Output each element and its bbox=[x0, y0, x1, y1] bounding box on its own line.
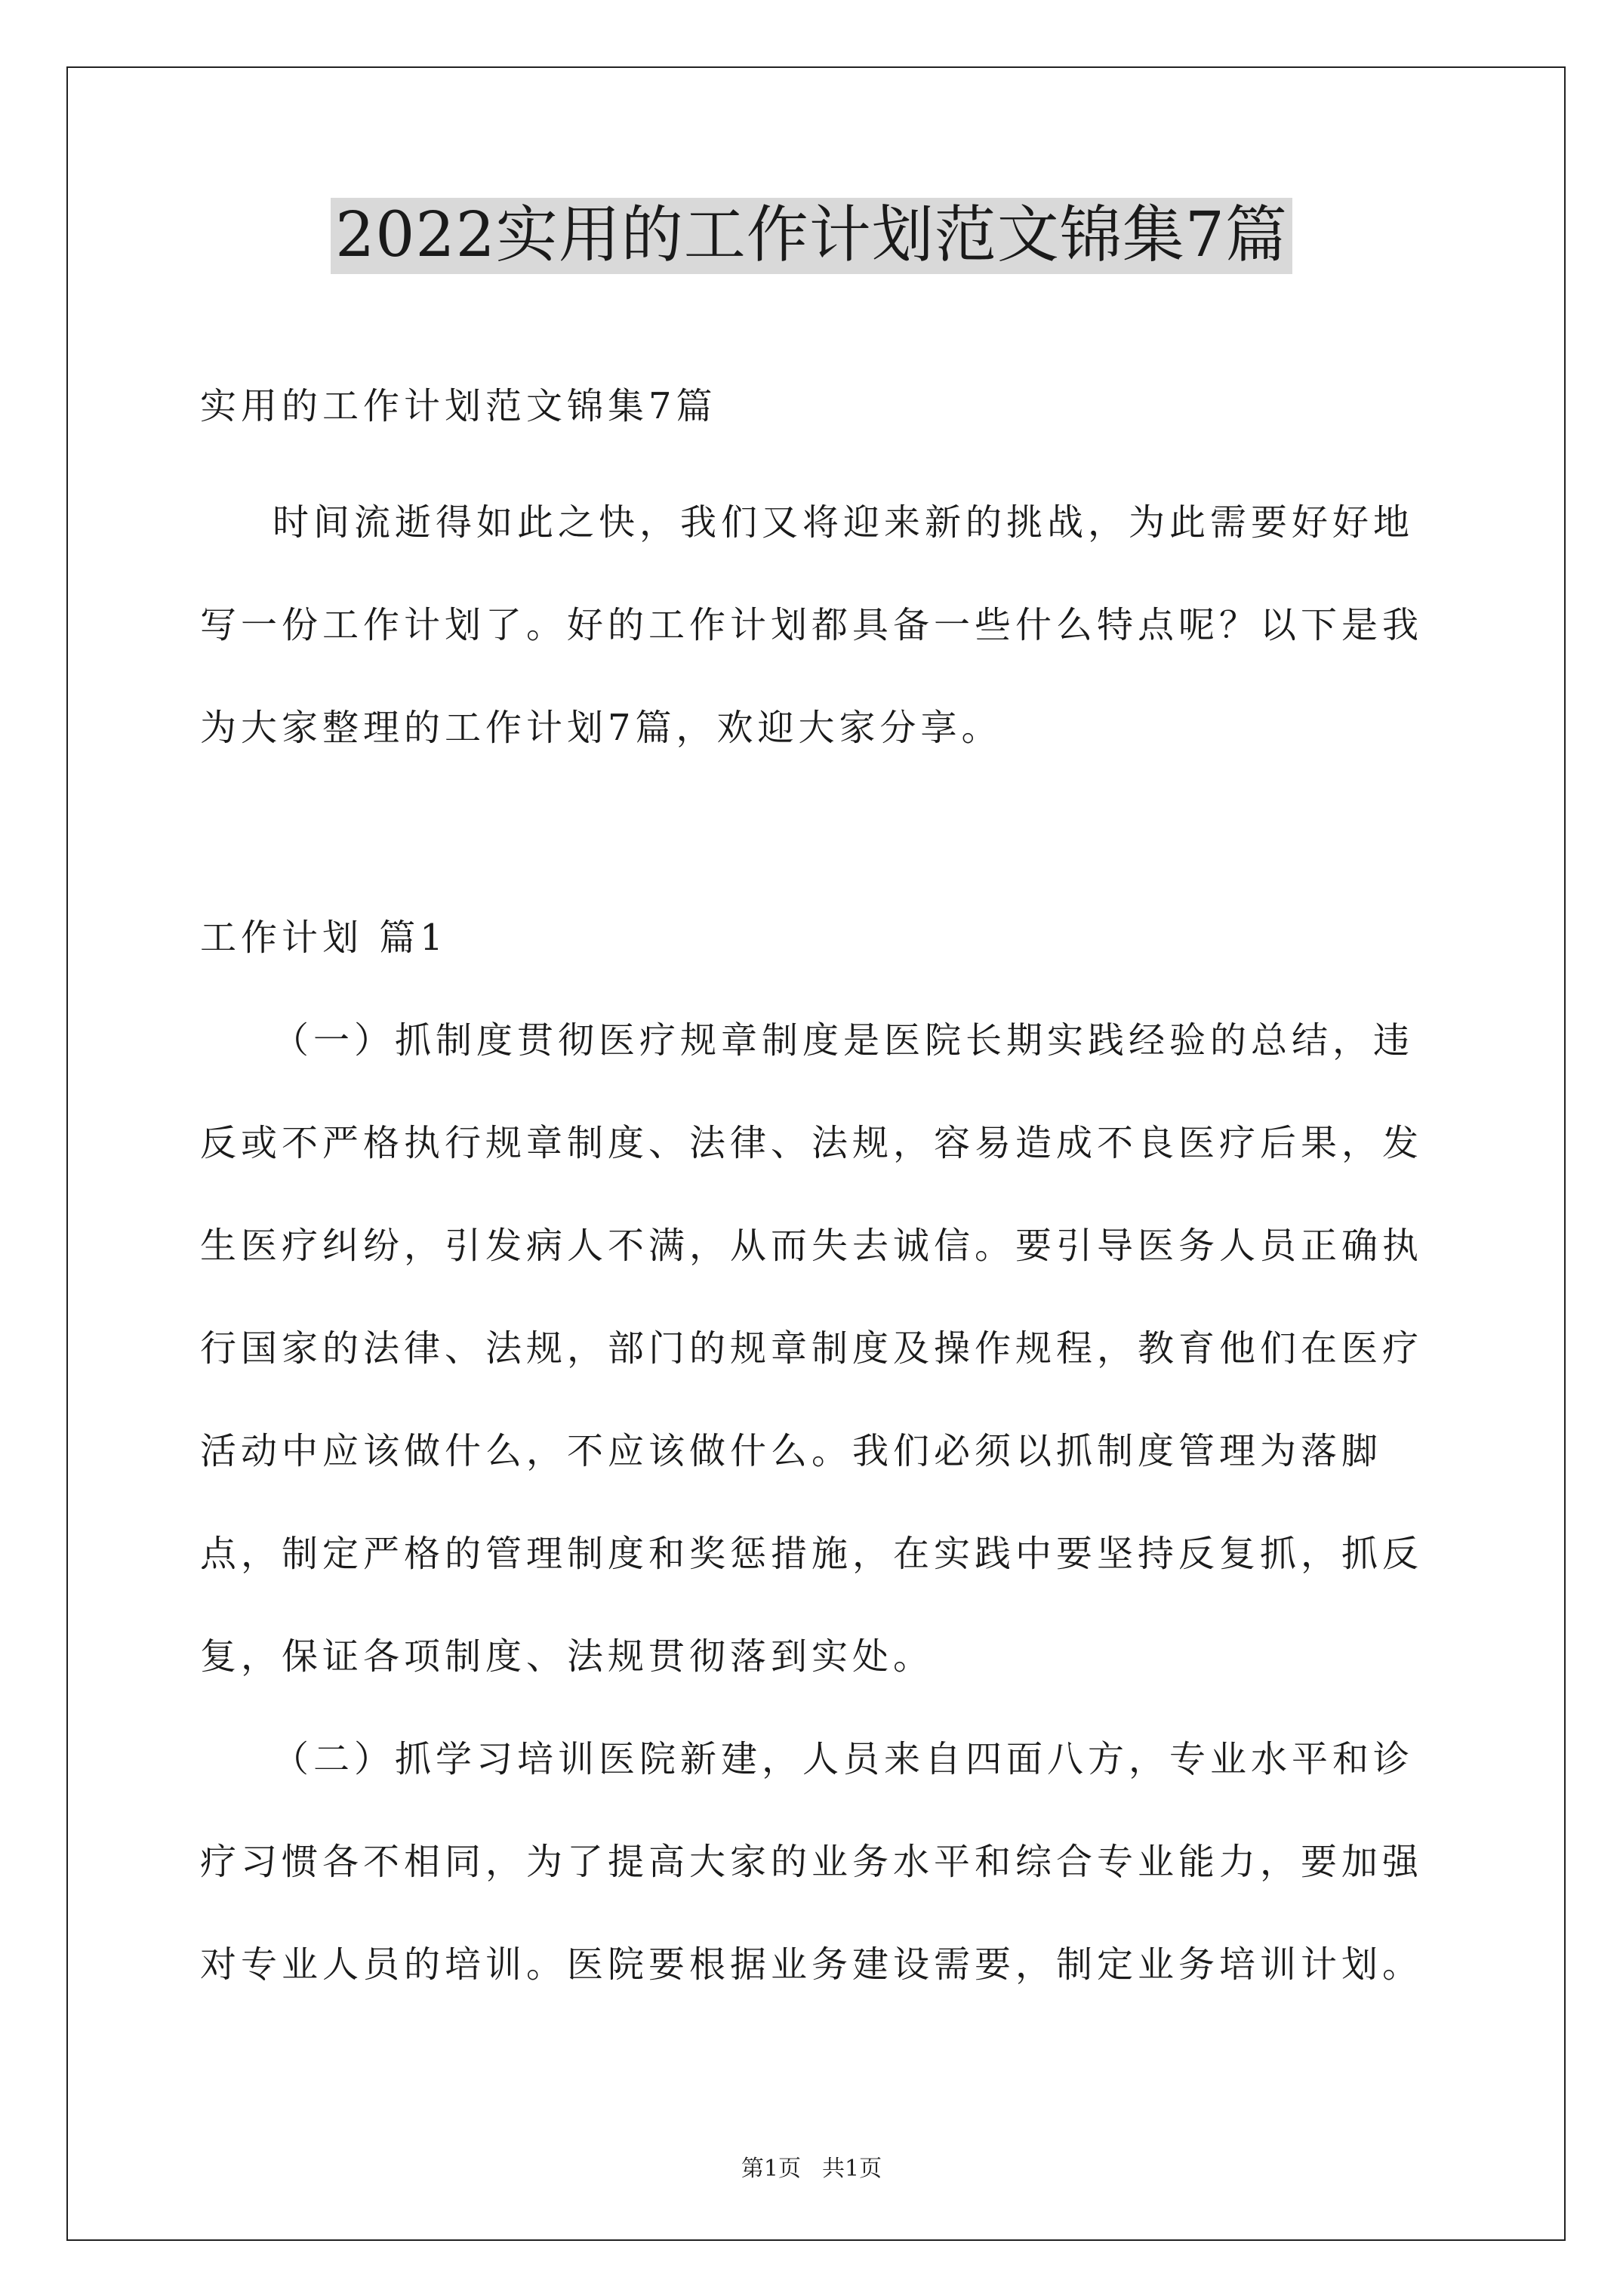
page-number: 第1页 bbox=[741, 2156, 801, 2182]
document-body bbox=[200, 355, 1438, 2016]
page-footer bbox=[0, 2158, 1623, 2180]
title-container bbox=[0, 198, 1623, 274]
page-total: 共1页 bbox=[822, 2156, 882, 2182]
document-subtitle: 实用的工作计划范文锦集7篇 bbox=[200, 385, 717, 427]
body-paragraph-1: （一）抓制度贯彻医疗规章制度是医院长期实践经验的总结，违反或不严格执行规章制度、法律、法规，容易造成不良医疗后果，发生医疗纠纷，引发病人不满，从而失去诚信。要引导医务人员正确执行国家的法律、法规，部门的规章制度及操作规程，教育他们在医疗活动中应该做什么，不应该做什么。我们必须以抓制度管理为落脚点，制定严格的管理制度和奖惩措施，在实践中要坚持反复抓，抓反复，保证各项制度、法规贯彻落到实处。 bbox=[200, 1019, 1424, 1678]
document-title: 2022实用的工作计划范文锦集7篇 bbox=[331, 198, 1292, 274]
intro-paragraph: 时间流逝得如此之快，我们又将迎来新的挑战，为此需要好好地写一份工作计划了。好的工作计划都具备一些什么特点呢？以下是我为大家整理的工作计划7篇，欢迎大家分享。 bbox=[200, 501, 1424, 749]
section-heading: 工作计划 篇1 bbox=[200, 917, 448, 959]
body-paragraph-2: （二）抓学习培训医院新建，人员来自四面八方，专业水平和诊疗习惯各不相同，为了提高大家的业务水平和综合专业能力，要加强对专业人员的培训。医院要根据业务建设需要，制定业务培训计划。 bbox=[200, 1738, 1424, 1986]
